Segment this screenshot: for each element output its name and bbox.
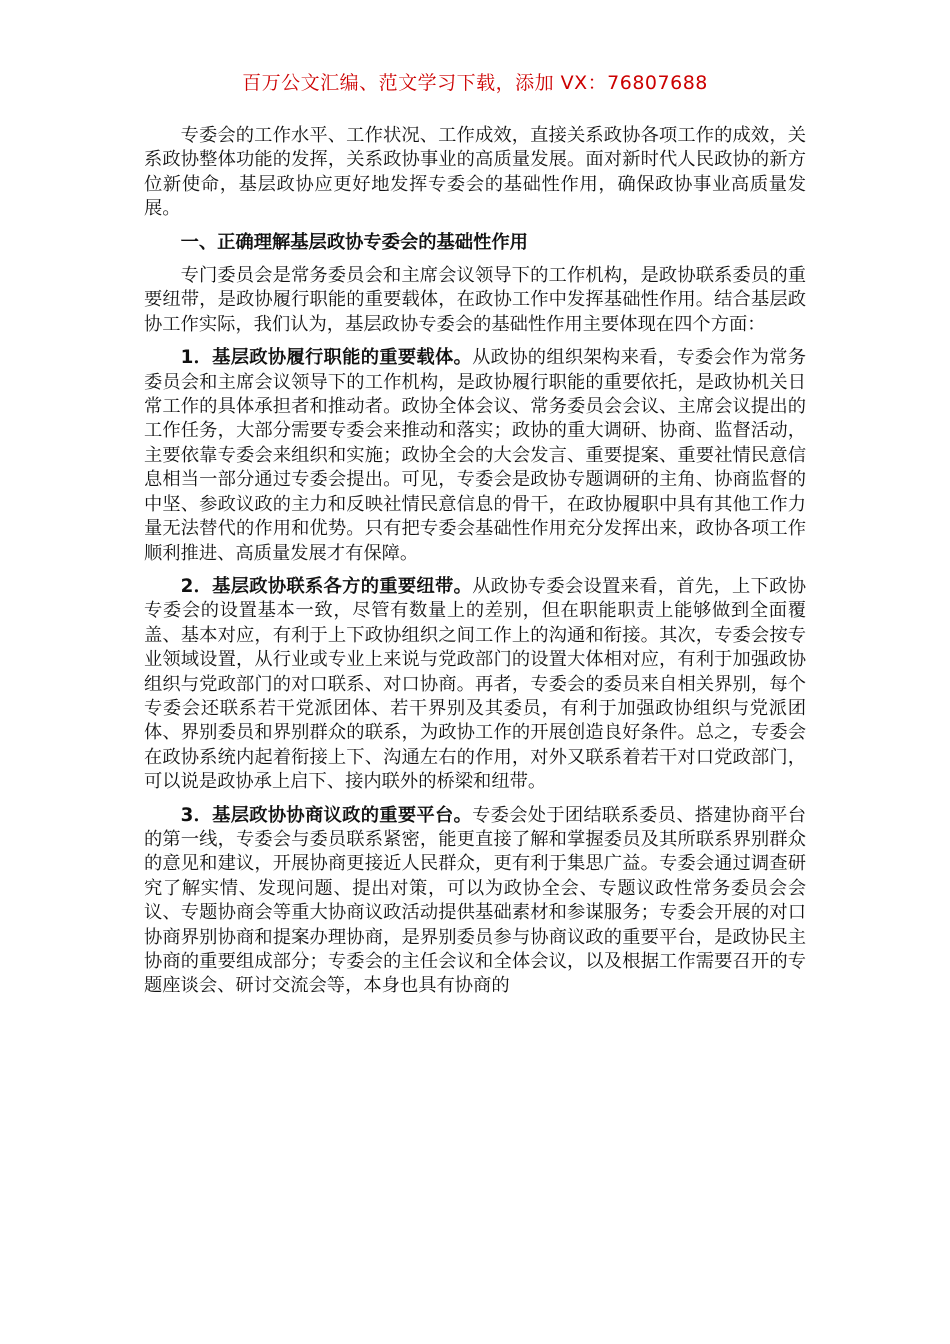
point-3-body: 专委会处于团结联系委员、搭建协商平台的第一线，专委会与委员联系紧密，能更直接了解和掌握委员及其所联系界别群众的意见和建议，开展协商更接近人民群众，更有利于集思广益。专委会通过调查研究了解实情、发现问题、提出对策，可以为政协全会、专题议政性常务委员会会议、专题协商会等重大协商议政活动提供基础素材和参谋服务；专委会开展的对口协商界别协商和提案办理协商，是界别委员参与协商议政的重要平台，是政协民主协商的重要组成部分；专委会的主任会议和全体会议，以及根据工作需要召开的专题座谈会、研讨交流会等，本身也具有协商的 xyxy=(144,804,806,997)
section-heading: 一、正确理解基层政协专委会的基础性作用 xyxy=(180,231,528,253)
intro-paragraph: 专委会的工作水平、工作状况、工作成效，直接关系政协各项工作的成效，关系政协整体功能的发挥，关系政协事业的高质量发展。面对新时代人民政协的新方位新使命，基层政协应更好地发挥专委会的基础性作用，确保政协事业高质量发展。 xyxy=(144,125,806,220)
point-3-lead: 3．基层政协协商议政的重要平台。 xyxy=(180,804,473,826)
section-intro-paragraph: 专门委员会是常务委员会和主席会议领导下的工作机构，是政协联系委员的重要纽带，是政协履行职能的重要载体，在政协工作中发挥基础性作用。结合基层政协工作实际，我们认为，基层政协专委会的基础性作用主要体现在四个方面： xyxy=(144,265,806,335)
watermark-header: 百万公文汇编、范文学习下载，添加 VX：76807688 xyxy=(242,72,708,94)
point-1-paragraph xyxy=(144,346,806,566)
point-1-body: 从政协的组织架构来看，专委会作为常务委员会和主席会议领导下的工作机构，是政协履行职能的重要依托，是政协机关日常工作的具体承担者和推动者。政协全体会议、常务委员会会议、主席会议提出的工作任务，大部分需要专委会来推动和落实；政协的重大调研、协商、监督活动，主要依靠专委会来组织和实施；政协全会的大会发言、重要提案、重要社情民意信息相当一部分通过专委会提出。可见，专委会是政协专题调研的主角、协商监督的中坚、参政议政的主力和反映社情民意信息的骨干，在政协履职中具有其他工作力量无法替代的作用和优势。只有把专委会基础性作用充分发挥出来，政协各项工作顺利推进、高质量发展才有保障。 xyxy=(144,347,806,564)
point-2-paragraph xyxy=(144,575,806,795)
document-body xyxy=(144,124,806,1008)
point-1-lead: 1．基层政协履行职能的重要载体。 xyxy=(180,347,473,369)
point-2-lead: 2．基层政协联系各方的重要纽带。 xyxy=(180,575,473,597)
point-3-paragraph xyxy=(144,804,806,999)
point-2-body: 从政协专委会设置来看，首先，上下政协专委会的设置基本一致，尽管有数量上的差别，但在职能职责上能够做到全面覆盖、基本对应，有利于上下政协组织之间工作上的沟通和衔接。其次，专委会按专业领域设置，从行业或专业上来说与党政部门的设置大体相对应，有利于加强政协组织与党政部门的对口联系、对口协商。再者，专委会的委员来自相关界别，每个专委会还联系若干党派团体、若干界别及其委员，有利于加强政协组织与党派团体、界别委员和界别群众的联系，为政协工作的开展创造良好条件。总之，专委会在政协系统内起着衔接上下、沟通左右的作用，对外又联系着若干对口党政部门，可以说是政协承上启下、接内联外的桥梁和纽带。 xyxy=(144,575,806,793)
